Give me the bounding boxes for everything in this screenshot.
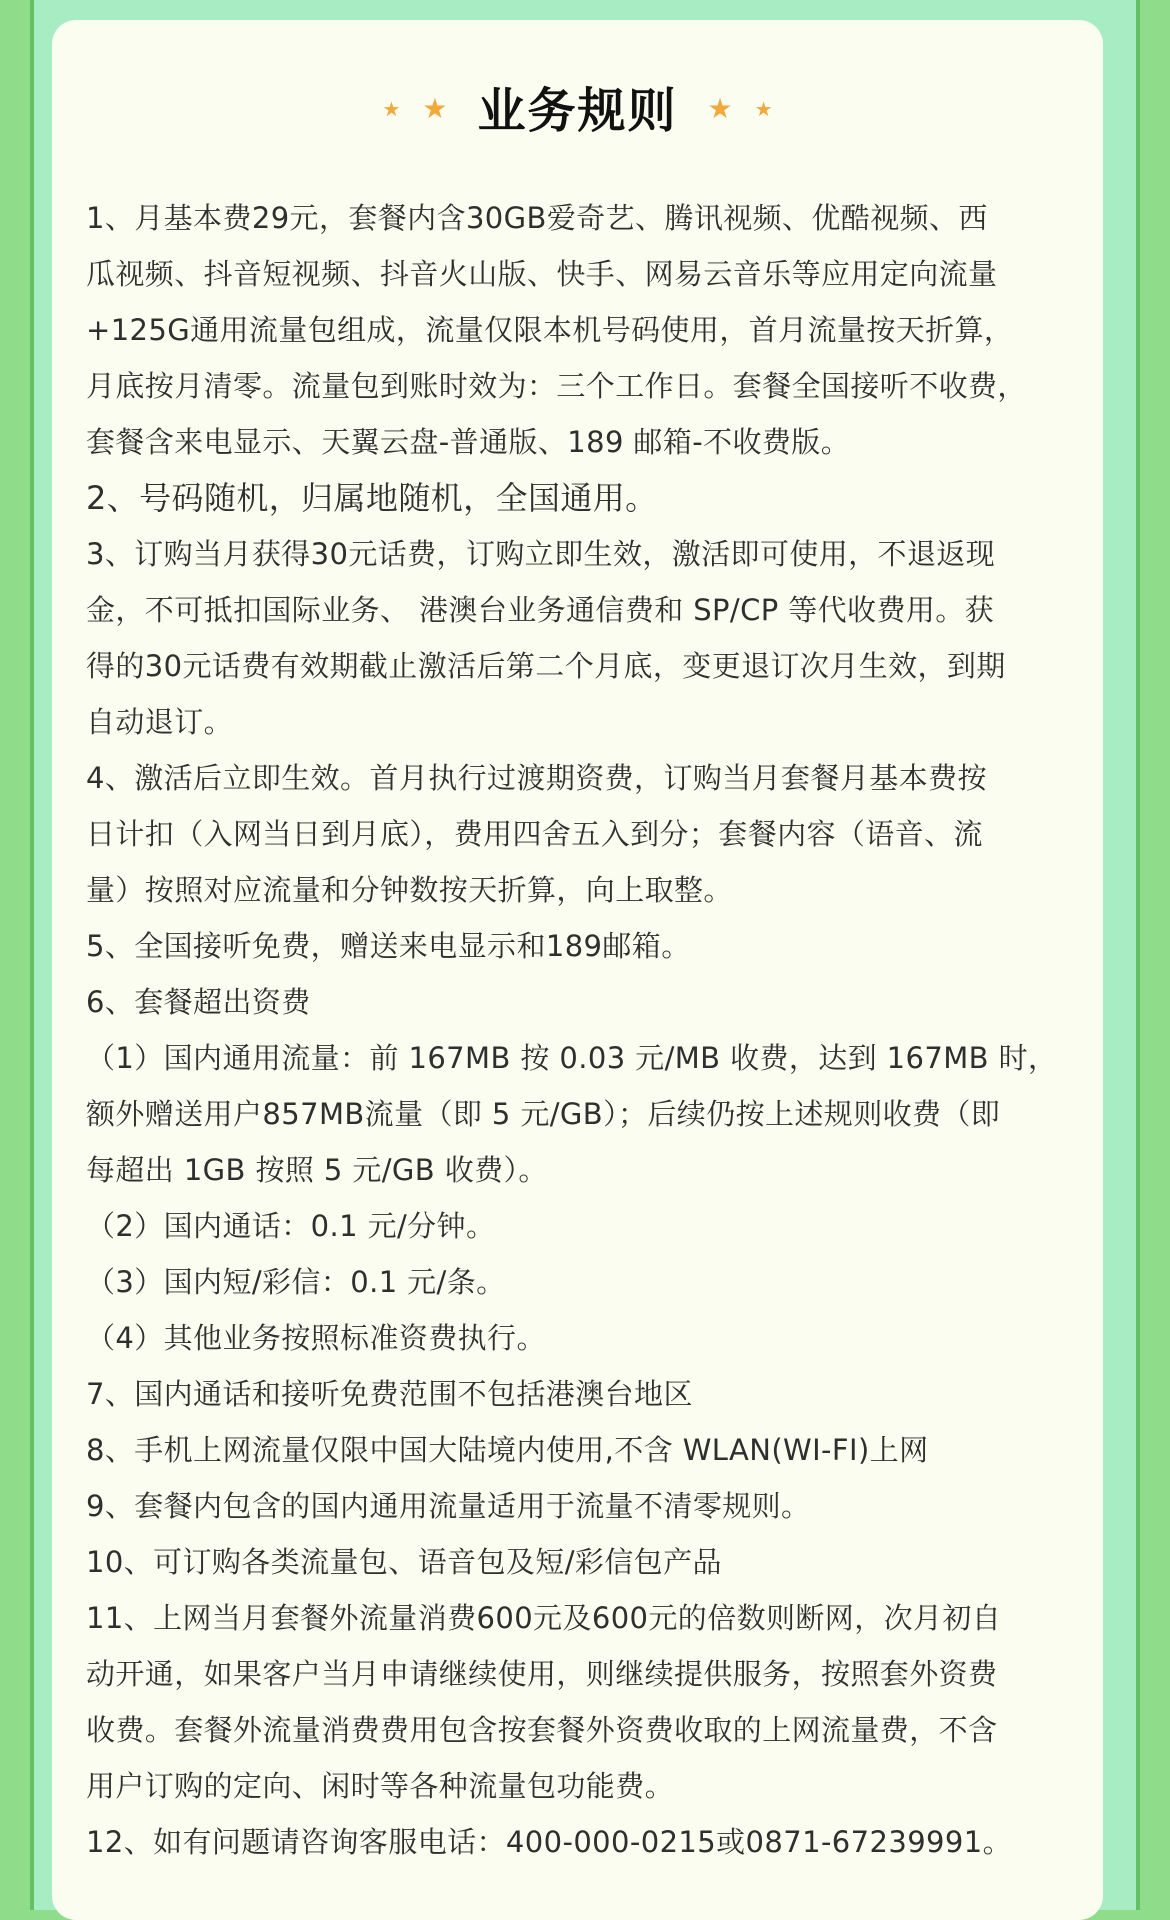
rules-card — [52, 20, 1103, 1920]
rule-line: 6、套餐超出资费 — [86, 985, 311, 1019]
rule-line: 日计扣（入网当日到月底），费用四舍五入到分；套餐内容（语音、流 — [86, 817, 983, 851]
star-icon: ★ — [382, 97, 401, 121]
rule-line: （1）国内通用流量：前 167MB 按 0.03 元/MB 收费，达到 167MB 时， — [86, 1041, 1058, 1075]
rule-line: 套餐含来电显示、天翼云盘-普通版、189 邮箱-不收费版。 — [86, 425, 851, 459]
rule-line: 动开通，如果客户当月申请继续使用，则继续提供服务，按照套外资费 — [86, 1657, 998, 1691]
rule-line: 8、手机上网流量仅限中国大陆境内使用,不含 WLAN(WI-FI)上网 — [86, 1433, 929, 1467]
rule-line: 4、激活后立即生效。首月执行过渡期资费，订购当月套餐月基本费按 — [86, 761, 987, 795]
left-stars — [382, 89, 447, 123]
rule-line: 得的30元话费有效期截止激活后第二个月底，变更退订次月生效，到期 — [86, 649, 1006, 683]
rule-line: 11、上网当月套餐外流量消费600元及600元的倍数则断网，次月初自 — [86, 1601, 1002, 1635]
star-icon: ★ — [754, 97, 773, 121]
rule-line: 收费。套餐外流量消费费用包含按套餐外资费收取的上网流量费，不含 — [86, 1713, 998, 1747]
star-icon: ★ — [422, 92, 448, 125]
rule-line: 5、全国接听免费，赠送来电显示和189邮箱。 — [86, 929, 691, 963]
rule-line: 12、如有问题请咨询客服电话：400-000-0215或0871-67239991。 — [86, 1825, 1013, 1859]
rule-line: （2）国内通话：0.1 元/分钟。 — [86, 1209, 496, 1243]
title-row — [86, 20, 1069, 192]
rule-line: 月底按月清零。流量包到账时效为：三个工作日。套餐全国接听不收费， — [86, 369, 1027, 403]
rule-line: 额外赠送用户857MB流量（即 5 元/GB）；后续仍按上述规则收费（即 — [86, 1097, 1001, 1131]
page-title: 业务规则 — [477, 82, 678, 139]
rule-line: 3、订购当月获得30元话费，订购立即生效，激活即可使用，不退返现 — [86, 537, 996, 571]
rule-line: 7、国内通话和接听免费范围不包括港澳台地区 — [86, 1377, 693, 1411]
star-icon: ★ — [707, 92, 733, 125]
rule-line: 量）按照对应流量和分钟数按天折算，向上取整。 — [86, 873, 733, 907]
rule-line: 自动退订。 — [86, 705, 234, 739]
rule-line: 10、可订购各类流量包、语音包及短/彩信包产品 — [86, 1545, 722, 1579]
rules-list — [86, 190, 1069, 1870]
rule-line: 用户订购的定向、闲时等各种流量包功能费。 — [86, 1769, 675, 1803]
rule-line: +125G通用流量包组成，流量仅限本机号码使用，首月流量按天折算， — [86, 313, 1014, 347]
rule-line: 每超出 1GB 按照 5 元/GB 收费）。 — [86, 1153, 548, 1187]
rule-line: 1、月基本费29元，套餐内含30GB爱奇艺、腾讯视频、优酷视频、西 — [86, 201, 988, 235]
rule-line: 瓜视频、抖音短视频、抖音火山版、快手、网易云音乐等应用定向流量 — [86, 257, 998, 291]
right-stars — [708, 89, 773, 123]
rule-line: （3）国内短/彩信：0.1 元/条。 — [86, 1265, 506, 1299]
rule-line: （4）其他业务按照标准资费执行。 — [86, 1321, 546, 1355]
rule-line: 9、套餐内包含的国内通用流量适用于流量不清零规则。 — [86, 1489, 811, 1523]
rule-line: 金，不可抵扣国际业务、 港澳台业务通信费和 SP/CP 等代收费用。获 — [86, 593, 995, 627]
rule-line: 2、号码随机，归属地随机，全国通用。 — [86, 479, 658, 517]
